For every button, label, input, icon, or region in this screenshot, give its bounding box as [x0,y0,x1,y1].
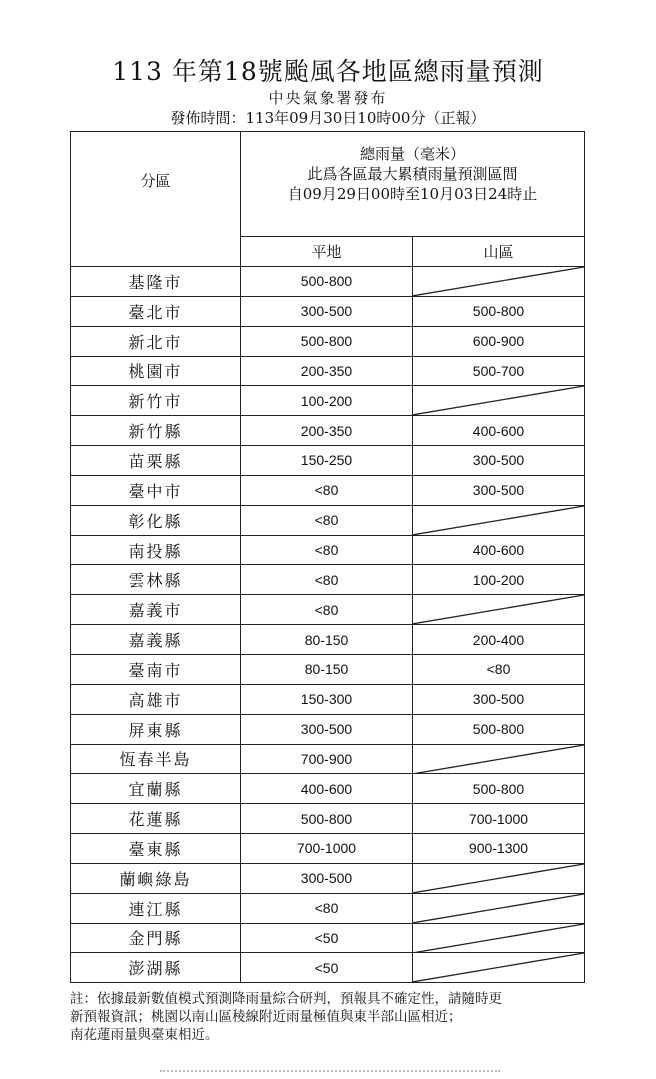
mountain-value-cell: 500-800 [413,296,585,326]
mountain-empty-cell [413,595,585,625]
plain-value-cell: 200-350 [241,416,413,446]
mountain-value-cell: 300-500 [413,446,585,476]
table-row [71,595,585,625]
header-region [71,132,241,267]
mountain-empty-cell [413,505,585,535]
table-row [71,356,585,386]
diagonal-slash [413,864,584,893]
plain-value-cell: 500-800 [241,804,413,834]
mountain-value-cell: 500-700 [413,356,585,386]
publisher: 中央氣象署發布 [268,89,388,107]
plain-value-cell: <50 [241,953,413,983]
cropped-text-edge [160,1070,500,1079]
table-row [71,386,585,416]
header-total-line1: 總雨量（毫米） [359,145,465,163]
diagonal-slash [413,953,584,982]
region-cell: 基隆市 [71,267,241,297]
mountain-value-cell: 900-1300 [413,834,585,864]
region-cell: 彰化縣 [71,505,241,535]
plain-value-cell: 700-1000 [241,834,413,864]
plain-value-cell: <50 [241,923,413,953]
diagonal-slash [413,386,584,415]
mountain-empty-cell [413,953,585,983]
region-cell: 新竹縣 [71,416,241,446]
plain-value-cell: 80-150 [241,654,413,684]
region-cell: 連江縣 [71,893,241,923]
header-mountain: 山區 [413,237,585,267]
plain-value-cell: <80 [241,565,413,595]
mountain-value-cell: 200-400 [413,625,585,655]
plain-value-cell: 400-600 [241,774,413,804]
mountain-empty-cell [413,923,585,953]
table-row [71,535,585,565]
footnote-line1: 註：依據最新數值模式預測降雨量綜合研判，預報具不確定性，請隨時更 [70,991,502,1007]
mountain-value-cell: 500-800 [413,774,585,804]
region-cell: 臺中市 [71,475,241,505]
plain-value-cell: <80 [241,505,413,535]
diagonal-slash [413,924,584,953]
table-row [71,744,585,774]
plain-value-cell: 700-900 [241,744,413,774]
table-row [71,714,585,744]
mountain-value-cell: 600-900 [413,326,585,356]
plain-value-cell: 300-500 [241,863,413,893]
region-cell: 花蓮縣 [71,804,241,834]
footnote-line3: 南花蓮雨量與臺東相近。 [70,1027,219,1043]
region-cell: 恆春半島 [71,744,241,774]
mountain-value-cell: 700-1000 [413,804,585,834]
mountain-value-cell: 300-500 [413,475,585,505]
plain-value-cell: <80 [241,535,413,565]
header-total-rainfall [241,132,585,237]
region-cell: 新竹市 [71,386,241,416]
region-cell: 雲林縣 [71,565,241,595]
plain-value-cell: 500-800 [241,267,413,297]
mountain-empty-cell [413,893,585,923]
mountain-value-cell: 100-200 [413,565,585,595]
plain-value-cell: 80-150 [241,625,413,655]
plain-value-cell: 150-250 [241,446,413,476]
table-body [71,267,585,983]
table-row [71,774,585,804]
diagonal-slash [413,506,584,535]
plain-value-cell: 200-350 [241,356,413,386]
plain-value-cell: 300-500 [241,714,413,744]
region-cell: 嘉義市 [71,595,241,625]
table-row [71,893,585,923]
page-title: 113 年第18號颱風各地區總雨量預測 [112,57,544,86]
table-row [71,654,585,684]
region-cell: 高雄市 [71,684,241,714]
release-time: 發佈時間：113年09月30日10時00分（正報） [170,109,486,127]
table-row [71,326,585,356]
mountain-empty-cell [413,744,585,774]
table-row [71,953,585,983]
header-plain: 平地 [241,237,413,267]
region-cell: 宜蘭縣 [71,774,241,804]
table-row [71,446,585,476]
region-cell: 新北市 [71,326,241,356]
mountain-value-cell: 300-500 [413,684,585,714]
table-row [71,625,585,655]
plain-value-cell: 300-500 [241,296,413,326]
region-cell: 蘭嶼綠島 [71,863,241,893]
table-row [71,684,585,714]
mountain-empty-cell [413,386,585,416]
region-cell: 金門縣 [71,923,241,953]
mountain-empty-cell [413,863,585,893]
table-row [71,416,585,446]
region-cell: 苗栗縣 [71,446,241,476]
diagonal-slash [413,745,584,774]
plain-value-cell: <80 [241,893,413,923]
table-row [71,296,585,326]
plain-value-cell: <80 [241,475,413,505]
plain-value-cell: 500-800 [241,326,413,356]
region-cell: 臺北市 [71,296,241,326]
table-row [71,267,585,297]
mountain-value-cell: <80 [413,654,585,684]
rainfall-table [70,131,585,983]
region-cell: 嘉義縣 [71,625,241,655]
plain-value-cell: <80 [241,595,413,625]
table-row [71,834,585,864]
region-cell: 臺東縣 [71,834,241,864]
region-cell: 桃園市 [71,356,241,386]
region-cell: 屏東縣 [71,714,241,744]
mountain-value-cell: 400-600 [413,535,585,565]
mountain-value-cell: 500-800 [413,714,585,744]
header-total-line2: 此爲各區最大累積雨量預測區間 [307,165,518,183]
table-row [71,923,585,953]
footnote [70,990,618,1044]
diagonal-slash [413,894,584,923]
table-row [71,804,585,834]
table-row [71,863,585,893]
header-total-line3: 自09月29日00時至10月03日24時止 [287,185,538,203]
plain-value-cell: 150-300 [241,684,413,714]
mountain-empty-cell [413,267,585,297]
table-header-row [71,132,585,237]
region-cell: 南投縣 [71,535,241,565]
region-cell: 澎湖縣 [71,953,241,983]
table-row [71,565,585,595]
header-region-label: 分區 [140,172,171,190]
diagonal-slash [413,267,584,296]
table-row [71,505,585,535]
footnote-line2: 新預報資訊；桃園以南山區稜線附近雨量極值與東半部山區相近； [70,1009,462,1025]
region-cell: 臺南市 [71,654,241,684]
diagonal-slash [413,595,584,624]
table-row [71,475,585,505]
mountain-value-cell: 400-600 [413,416,585,446]
plain-value-cell: 100-200 [241,386,413,416]
